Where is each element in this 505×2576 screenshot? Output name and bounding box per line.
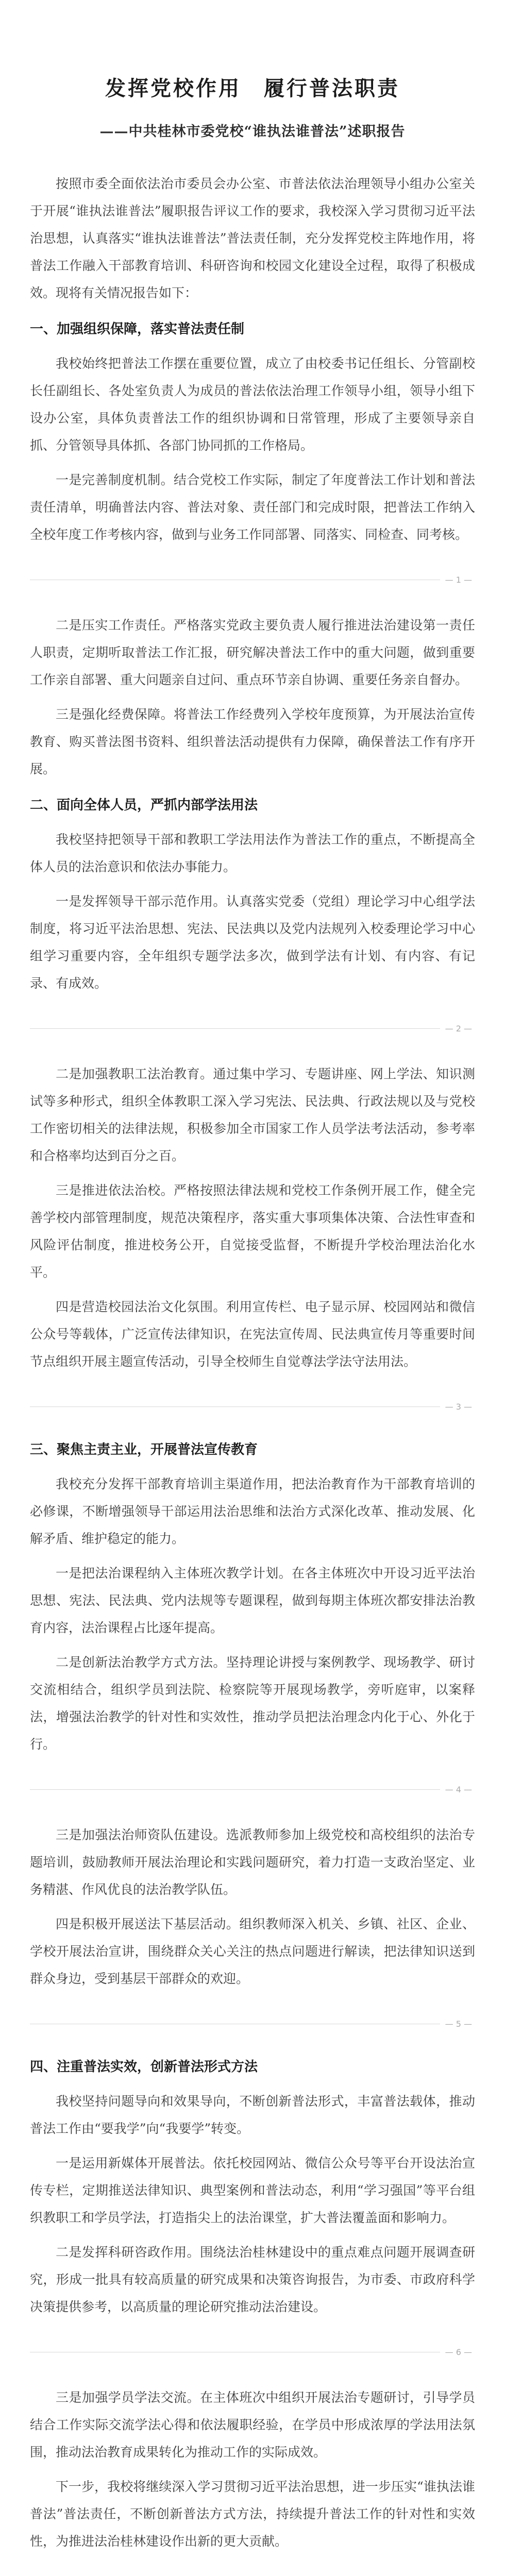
intro-paragraph: 按照市委全面依法治市委员会办公室、市普法依法治理领导小组办公室关于开展“谁执法谁普法”履职报告评议工作的要求，我校深入学习贯彻习近平法治思想，认真落实“谁执法谁普法”普法责任制，充分发挥党校主阵地作用，将普法工作融入干部教育培训、科研咨询和校园文化建设全过程，取得了积极成效。现将有关情况报告如下： (30, 176, 475, 300)
page-divider (30, 2019, 475, 2029)
page-marker: — 3 — (445, 1402, 472, 1412)
section-2-paragraph: 一是发挥领导干部示范作用。认真落实党委（党组）理论学习中心组学法制度，将习近平法治思想、宪法、民法典以及党内法规列入校委理论学习中心组学习重要内容，全年组织专题学法多次，做到学法有计划、有内容、有记录、有成效。 (30, 894, 475, 991)
closing-paragraph: 下一步，我校将继续深入学习贯彻习近平法治思想，进一步压实“谁执法谁普法”普法责任，不断创新普法方式方法，持续提升普法工作的针对性和实效性，为推进法治桂林建设作出新的更大贡献。 (30, 2479, 475, 2549)
page-title: 发挥党校作用 履行普法职责 (105, 76, 400, 100)
page-marker: — 1 — (445, 575, 472, 585)
page-divider (30, 575, 475, 585)
page-divider (30, 1785, 475, 1794)
section-4-paragraph: 一是运用新媒体开展普法。依托校园网站、微信公众号等平台开设法治宣传专栏，定期推送法律知识、典型案例和普法动态，利用“学习强国”等平台组织教职工和学员学法，打造指尖上的法治课堂，扩大普法覆盖面和影响力。 (30, 2156, 475, 2225)
section-heading-1: 一、加强组织保障，落实普法责任制 (30, 321, 245, 337)
section-4-paragraph: 二是发挥科研咨政作用。围绕法治桂林建设中的重点难点问题开展调查研究，形成一批具有较高质量的研究成果和决策咨询报告，为市委、市政府科学决策提供参考，以高质量的理论研究推动法治建设。 (30, 2245, 475, 2314)
page-divider (30, 1024, 475, 1033)
page-marker: — 5 — (445, 2019, 472, 2029)
page-divider (30, 2347, 475, 2357)
page-marker: — 6 — (445, 2347, 472, 2357)
section-3-paragraph: 三是加强法治师资队伍建设。选派教师参加上级党校和高校组织的法治专题培训，鼓励教师开展法治理论和实践问题研究，着力打造一支政治坚定、业务精湛、作风优良的法治教学队伍。 (30, 1827, 475, 1897)
section-2-paragraph: 二是加强教职工法治教育。通过集中学习、专题讲座、网上学法、知识测试等多种形式，组织全体教职工深入学习宪法、民法典、行政法规以及与党校工作密切相关的法律法规，积极参加全市国家工作人员学法考法活动，参考率和合格率均达到百分之百。 (30, 1066, 475, 1163)
section-1-paragraph: 一是完善制度机制。结合党校工作实际，制定了年度普法工作计划和普法责任清单，明确普法内容、普法对象、责任部门和完成时限，把普法工作纳入全校年度工作考核内容，做到与业务工作同部署、同落实、同检查、同考核。 (30, 472, 475, 542)
page-marker: — 4 — (445, 1785, 472, 1794)
page-divider (30, 1402, 475, 1412)
section-1-paragraph: 三是强化经费保障。将普法工作经费列入学校年度预算，为开展法治宣传教育、购买普法图书资料、组织普法活动提供有力保障，确保普法工作有序开展。 (30, 707, 475, 776)
section-1-paragraph: 二是压实工作责任。严格落实党政主要负责人履行推进法治建设第一责任人职责，定期听取普法工作汇报，研究解决普法工作中的重大问题，做到重要工作亲自部署、重大问题亲自过问、重点环节亲自协调、重要任务亲自督办。 (30, 618, 475, 687)
section-3-paragraph: 一是把法治课程纳入主体班次教学计划。在各主体班次中开设习近平法治思想、宪法、民法典、党内法规等专题课程，做到每期主体班次都安排法治教育内容，法治课程占比逐年提高。 (30, 1566, 475, 1635)
page-subtitle: ——中共桂林市委党校“谁执法谁普法”述职报告 (99, 124, 406, 140)
section-4-paragraph: 三是加强学员学法交流。在主体班次中组织开展法治专题研讨，引导学员结合工作实际交流学法心得和依法履职经验，在学员中形成浓厚的学法用法氛围，推动法治教育成果转化为推动工作的实际成效。 (30, 2390, 475, 2460)
section-2-paragraph: 四是营造校园法治文化氛围。利用宣传栏、电子显示屏、校园网站和微信公众号等载体，广泛宣传法律知识，在宪法宣传周、民法典宣传月等重要时间节点组织开展主题宣传活动，引导全校师生自觉尊法学法守法用法。 (30, 1299, 475, 1369)
section-2-paragraph: 三是推进依法治校。严格按照法律法规和党校工作条例开展工作，健全完善学校内部管理制度，规范决策程序，落实重大事项集体决策、合法性审查和风险评估制度，推进校务公开，自觉接受监督，不断提升学校治理法治化水平。 (30, 1183, 475, 1280)
section-3-paragraph: 二是创新法治教学方式方法。坚持理论讲授与案例教学、现场教学、研讨交流相结合，组织学员到法院、检察院等开展现场教学，旁听庭审，以案释法，增强法治教学的针对性和实效性，推动学员把法治理念内化于心、外化于行。 (30, 1655, 475, 1752)
section-1-paragraph: 我校始终把普法工作摆在重要位置，成立了由校委书记任组长、分管副校长任副组长、各处室负责人为成员的普法依法治理工作领导小组，领导小组下设办公室，具体负责普法工作的组织协调和日常管理，形成了主要领导亲自抓、分管领导具体抓、各部门协同抓的工作格局。 (30, 356, 475, 453)
section-heading-2: 二、面向全体人员，严抓内部学法用法 (30, 798, 258, 813)
divider-line (30, 1406, 440, 1407)
divider-line (30, 1028, 440, 1029)
page-marker: — 2 — (445, 1024, 472, 1033)
divider-line (30, 1789, 440, 1790)
section-heading-4: 四、注重普法实效，创新普法形式方法 (30, 2059, 258, 2075)
section-4-paragraph: 我校坚持问题导向和效果导向，不断创新普法形式，丰富普法载体，推动普法工作由“要我学”向“我要学”转变。 (30, 2094, 475, 2136)
section-3-paragraph: 四是积极开展送法下基层活动。组织教师深入机关、乡镇、社区、企业、学校开展法治宣讲，围绕群众关心关注的热点问题进行解读，把法律知识送到群众身边，受到基层干部群众的欢迎。 (30, 1917, 475, 1986)
section-2-paragraph: 我校坚持把领导干部和教职工学法用法作为普法工作的重点，不断提高全体人员的法治意识和依法办事能力。 (30, 832, 475, 874)
section-3-paragraph: 我校充分发挥干部教育培训主渠道作用，把法治教育作为干部教育培训的必修课，不断增强领导干部运用法治思维和法治方式深化改革、推动发展、化解矛盾、维护稳定的能力。 (30, 1477, 475, 1546)
section-heading-3: 三、聚焦主责主业，开展普法宣传教育 (30, 1442, 258, 1458)
